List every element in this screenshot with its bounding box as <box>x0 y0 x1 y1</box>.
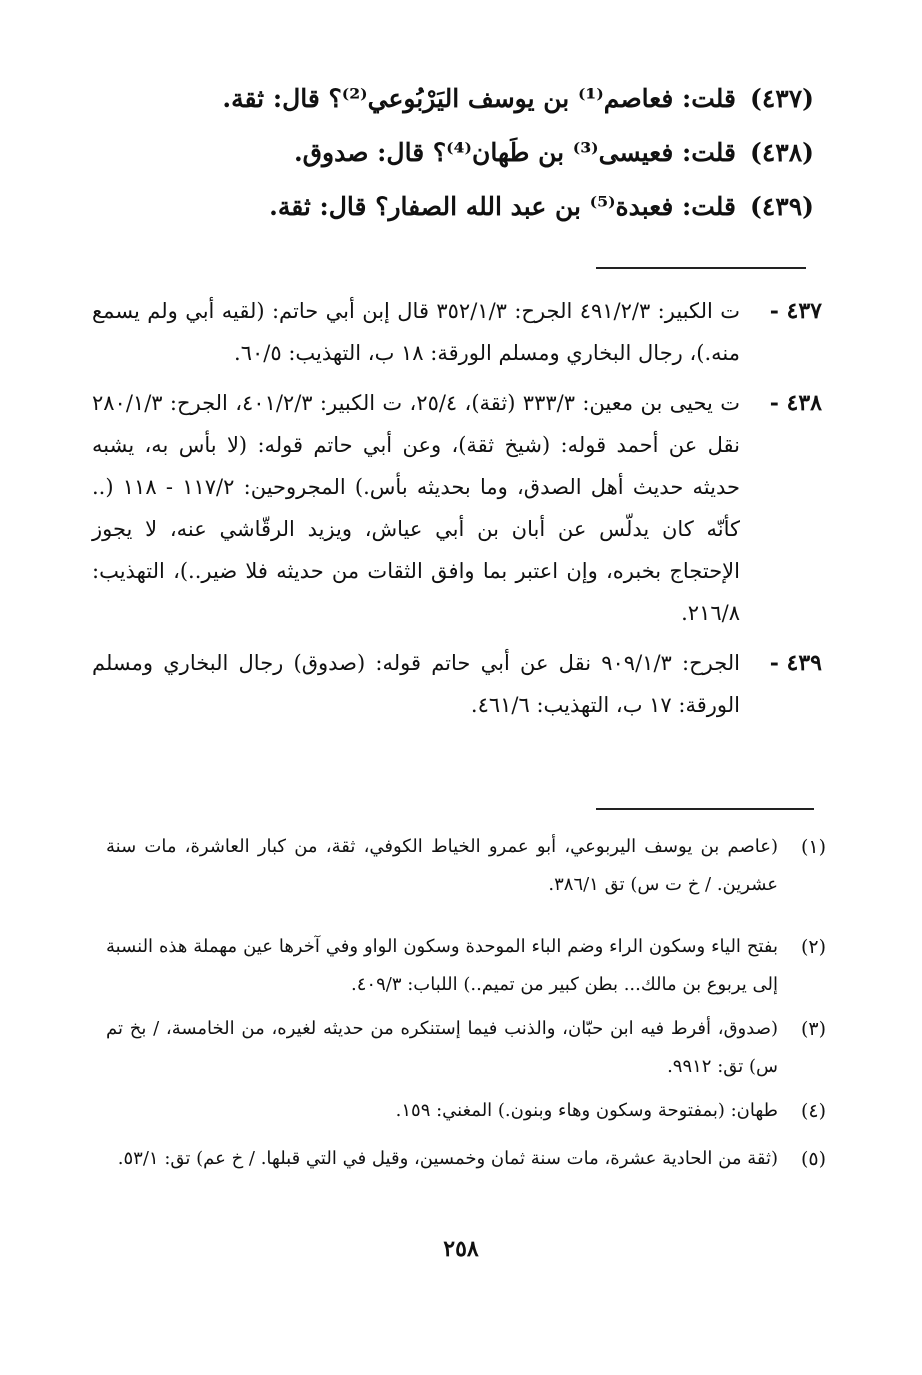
footnote-text: طهان: (بمفتوحة وسكون وهاء وبنون.) المغني: ١٥٩. <box>395 1100 778 1121</box>
footnote-4 <box>106 1092 826 1130</box>
footnote-text: (عاصم بن يوسف اليربوعي، أبو عمرو الخياط الكوفي، ثقة، من كبار العاشرة، مات سنة عشرين. / خ ت س) تق ٣٨٦/١. <box>106 836 778 895</box>
divider-rule <box>596 267 806 269</box>
footnote-number: (١) <box>800 836 826 858</box>
footnote-1 <box>106 828 826 904</box>
entry-text: قلت: فعيسى⁽³⁾ بن طَهان⁽⁴⁾؟ قال: صدوق. <box>293 138 737 167</box>
page-number: ٢٥٨ <box>443 1236 479 1262</box>
entry-text: قلت: فعبدة⁽⁵⁾ بن عبد الله الصفار؟ قال: ثقة. <box>269 192 737 221</box>
entry-number: (٤٣٨) <box>750 138 814 167</box>
comment-text: الجرح: ٩٠٩/١/٣ نقل عن أبي حاتم قوله: (صدوق) رجال البخاري ومسلم الورقة: ١٧ ب، التهذيب: ٤٦١/٦. <box>92 651 740 717</box>
comment-number: ٤٣٨ - <box>769 390 822 416</box>
footnote-text: (ثقة من الحادية عشرة، مات سنة ثمان وخمسين، وقيل في التي قبلها. / خ عم) تق: ٥٣/١. <box>117 1148 778 1169</box>
main-entries <box>114 72 814 234</box>
footnote-3 <box>106 1010 826 1086</box>
entry-437 <box>114 72 814 126</box>
comment-text: ت الكبير: ٤٩١/٢/٣ الجرح: ٣٥٢/١/٣ قال إبن أبي حاتم: (لقيه أبي ولم يسمع منه.)، رجال البخاري ومسلم الورقة: ١٨ ب، التهذيب: ٦٠/٥. <box>92 299 740 365</box>
entry-number: (٤٣٩) <box>750 192 814 221</box>
footnotes-section <box>106 828 826 1178</box>
entry-text: قلت: فعاصم⁽¹⁾ بن يوسف اليَرْبُوعي⁽²⁾؟ قال: ثقة. <box>222 84 737 113</box>
footnote-number: (٣) <box>800 1018 826 1040</box>
comment-text: ت يحيى بن معين: ٣٣٣/٣ (ثقة)، ٢٥/٤، ت الكبير: ٤٠١/٢/٣، الجرح: ٢٨٠/١/٣ نقل عن أحمد قوله: (شيخ ثقة)، وعن أبي حاتم قوله: (لا بأس به، يشبه حديثه حديث أهل الصدق، وما بحديثه بأس.) المجروحين: ١١٧/٢ - ١١٨ (.. كأنّه كان يدلّس عن أبان بن أبي عياش، ويزيد الرقّاشي عنه، لا يجوز الإحتجاج بخبره، وإن اعتبر بما وافق الثقات من حديثه فلا ضير..)، التهذيب: ٢١٦/٨. <box>92 391 740 625</box>
comment-439 <box>92 642 822 726</box>
entry-number: (٤٣٧) <box>750 84 814 113</box>
comment-number: ٤٣٩ - <box>769 650 822 676</box>
commentary-section <box>92 290 822 734</box>
comment-number: ٤٣٧ - <box>769 298 822 324</box>
footnote-5 <box>106 1140 826 1178</box>
footnote-text: بفتح الياء وسكون الراء وضم الباء الموحدة وسكون الواو وفي آخرها عين مهملة هذه النسبة إلى يربوع بن مالك... بطن كبير من تميم..) اللباب: ٤٠٩/٣. <box>106 936 778 995</box>
footnote-2 <box>106 928 826 1004</box>
comment-437 <box>92 290 822 374</box>
footnote-number: (٢) <box>800 936 826 958</box>
entry-438 <box>114 126 814 180</box>
footnote-number: (٤) <box>800 1100 826 1122</box>
footnote-text: (صدوق، أفرط فيه ابن حبّان، والذنب فيما إستنكره من حديثه لغيره، من الخامسة، / بخ تم س) تق: ٩٩١٢. <box>106 1018 778 1077</box>
footnote-number: (٥) <box>800 1148 826 1170</box>
entry-439 <box>114 180 814 234</box>
footnote-divider <box>596 808 814 810</box>
comment-438 <box>92 382 822 634</box>
